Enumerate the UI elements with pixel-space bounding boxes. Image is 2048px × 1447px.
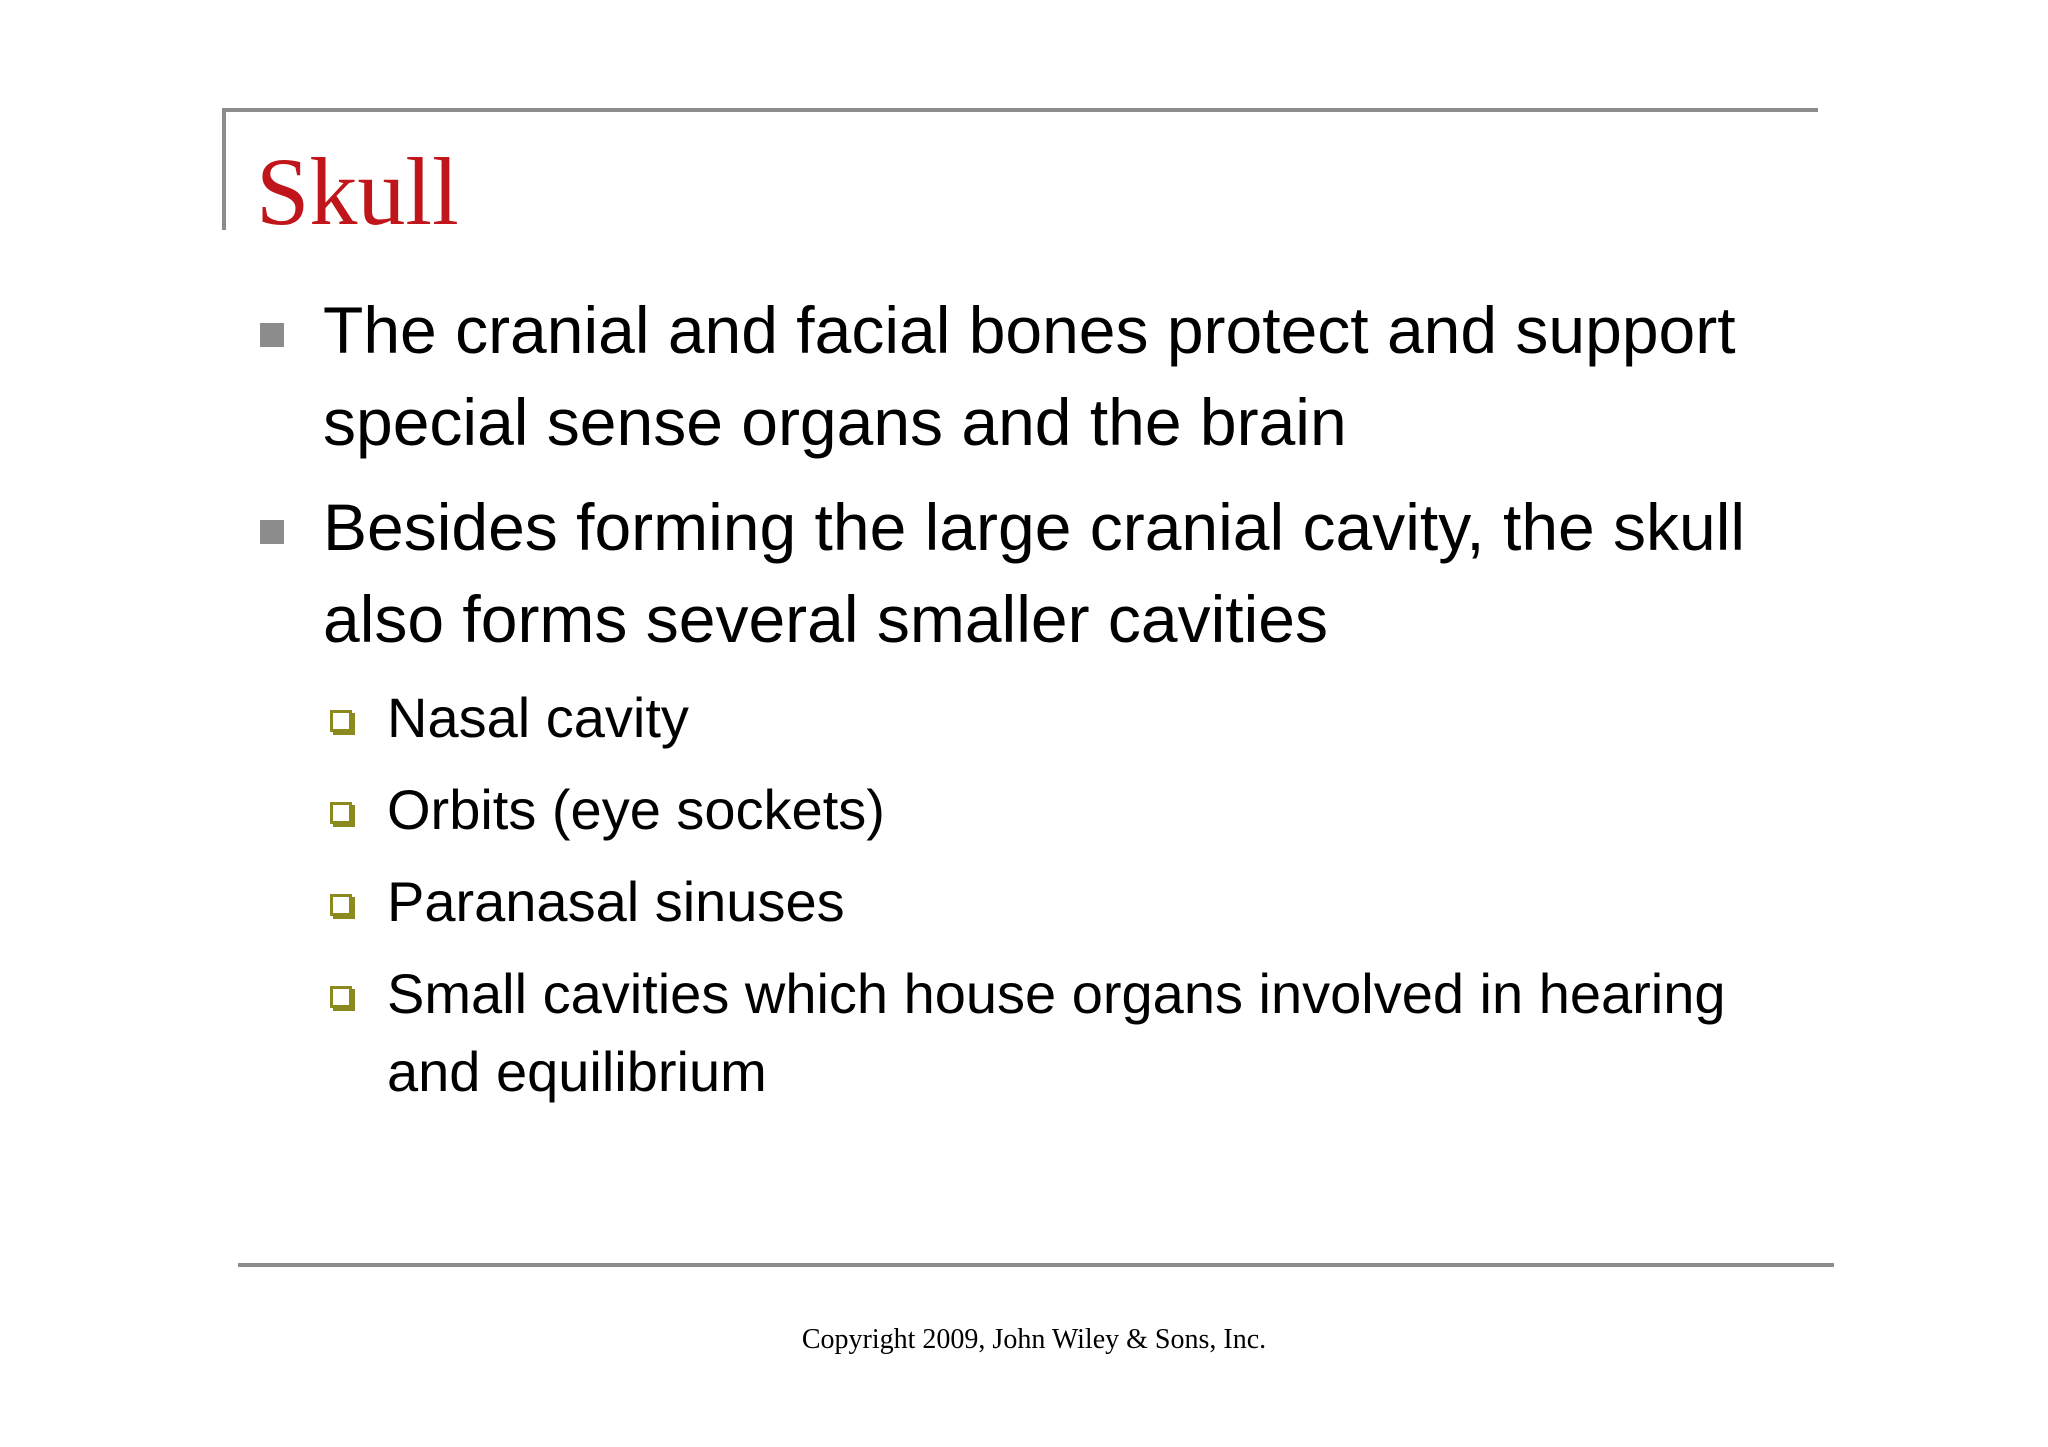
slide-title: Skull: [256, 138, 459, 245]
sub-bullet-1-text: Nasal cavity: [387, 686, 689, 749]
square-bullet-icon: [260, 520, 284, 544]
title-top-rule: [222, 108, 1818, 112]
footer-rule: [238, 1263, 1834, 1267]
sub-bullet-4-line-2: and equilibrium: [387, 1040, 767, 1103]
hollow-square-bullet-icon: [330, 710, 352, 732]
copyright-footer: Copyright 2009, John Wiley & Sons, Inc.: [801, 1324, 1267, 1355]
bullet-1-line-2: special sense organs and the brain: [323, 385, 1347, 459]
bullet-2-line-2: also forms several smaller cavities: [323, 582, 1328, 656]
hollow-square-bullet-icon: [330, 894, 352, 916]
hollow-square-bullet-icon: [330, 802, 352, 824]
bullet-1-line-1: The cranial and facial bones protect and support: [323, 293, 1736, 367]
sub-bullet-2-text: Orbits (eye sockets): [387, 778, 885, 841]
title-left-rule: [222, 108, 226, 230]
sub-bullet-3-text: Paranasal sinuses: [387, 870, 845, 933]
hollow-square-bullet-icon: [330, 986, 352, 1008]
sub-bullet-4-line-1: Small cavities which house organs involved in hearing: [387, 962, 1726, 1025]
square-bullet-icon: [260, 323, 284, 347]
bullet-2-line-1: Besides forming the large cranial cavity, the skull: [323, 490, 1746, 564]
